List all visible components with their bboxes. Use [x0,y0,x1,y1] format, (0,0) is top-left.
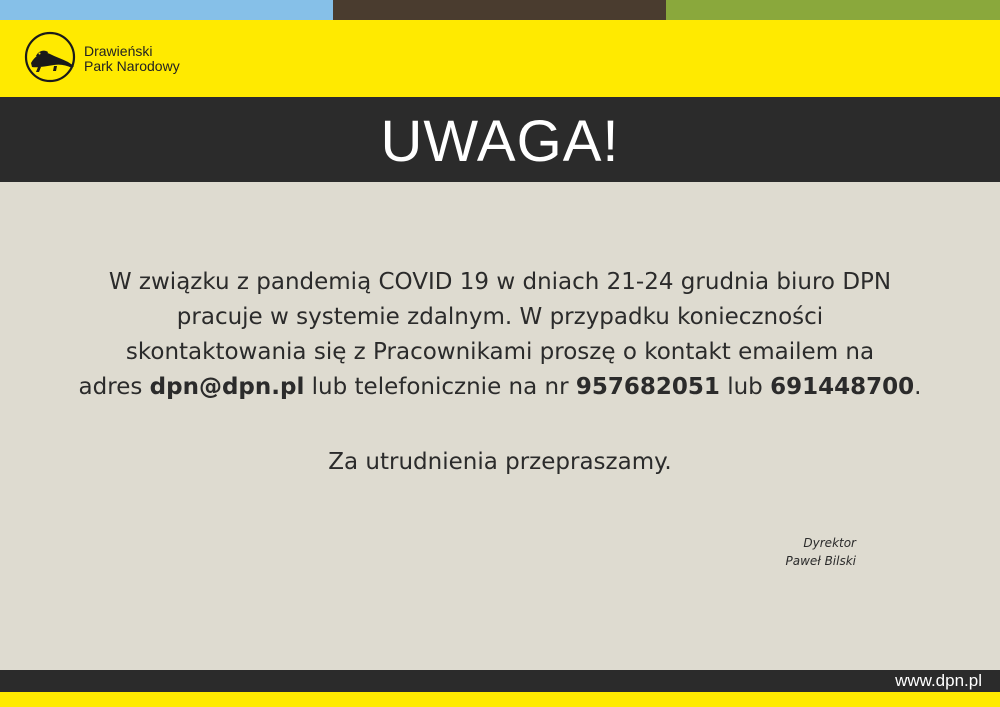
logo-line-1: Drawieński [84,43,153,59]
signature-title: Dyrektor [803,536,856,550]
notice-line-4 [30,370,970,405]
logo-wordmark [84,44,180,74]
line-4-suffix: . [914,374,922,400]
footer-url: www.dpn.pl [895,671,982,690]
signature-name: Paweł Bilski [785,554,856,568]
line-4-or: lub [719,374,771,400]
top-strip-blue [0,0,333,20]
phone-number-1: 957682051 [575,374,720,400]
header-band [0,20,1000,97]
logo-line-2: Park Narodowy [84,58,180,74]
top-strip-green [666,0,1000,20]
signature-block [740,534,856,570]
notice-line-2: pracuje w systemie zdalnym. W przypadku konieczności [176,304,824,330]
phone-number-2: 691448700 [770,374,915,400]
top-strip-brown [333,0,666,20]
banner-title: UWAGA! [380,109,620,174]
park-logo [24,30,194,86]
apology-text: Za utrudnienia przepraszamy. [328,449,672,475]
otter-icon [24,30,78,84]
notice-line-1: W związku z pandemią COVID 19 w dniach 21-24 grudnia biuro DPN [108,269,892,295]
notice-line-3: skontaktowania się z Pracownikami proszę o kontakt emailem na [125,339,875,365]
line-4-middle: lub telefonicznie na nr [304,374,576,400]
notice-body [30,265,970,405]
contact-email: dpn@dpn.pl [149,374,305,400]
line-4-prefix: adres [78,374,150,400]
title-banner [0,97,1000,182]
footer-bar [0,670,1000,692]
footer-base [0,692,1000,707]
